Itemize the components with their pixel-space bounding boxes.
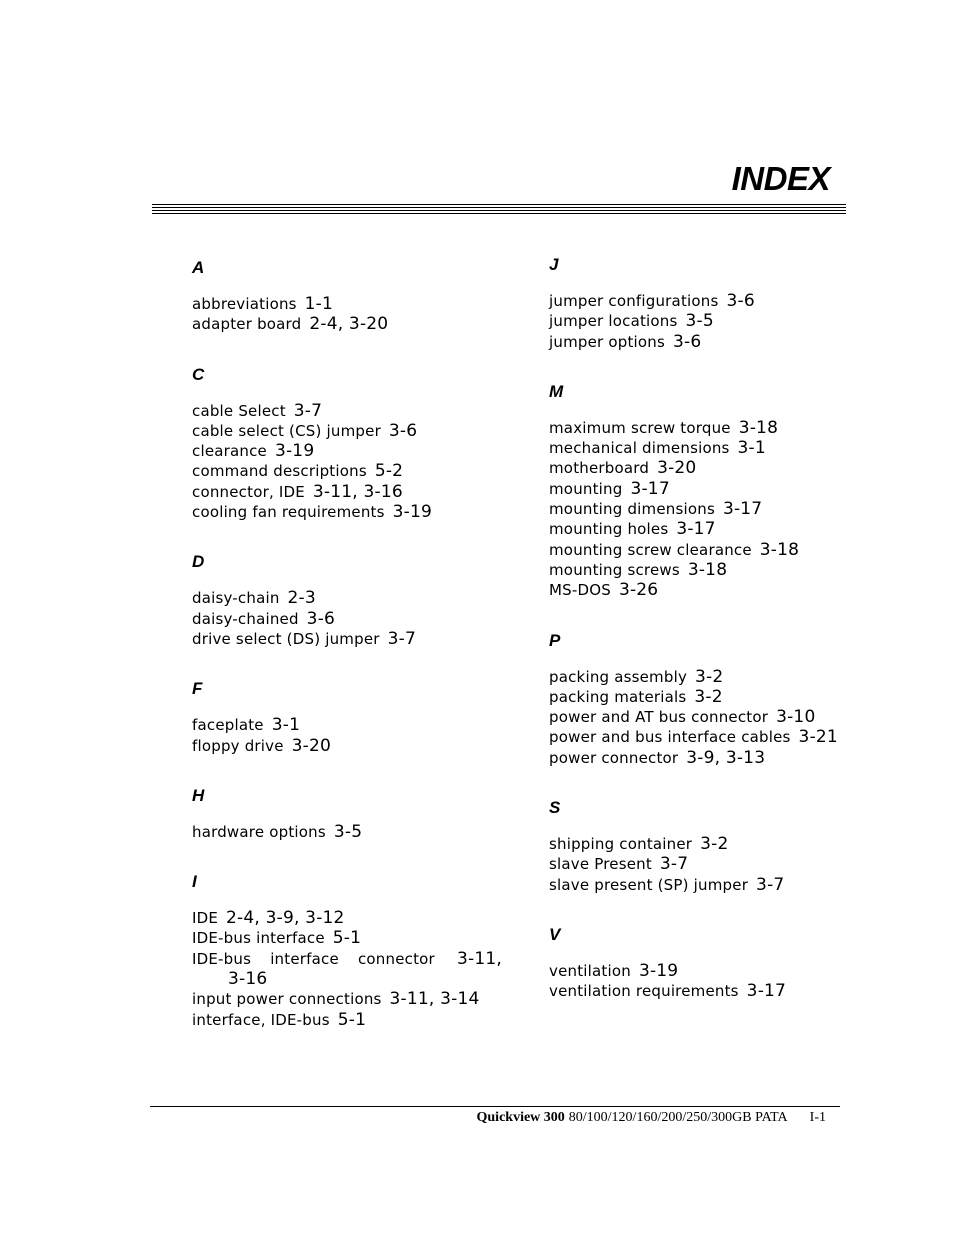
- section-letter: V: [549, 924, 561, 944]
- entry-term: motherboard: [549, 459, 650, 478]
- index-entry: [192, 1010, 502, 1030]
- section-letter: I: [192, 872, 197, 892]
- entry-term: ventilation requirements: [549, 982, 739, 1001]
- section-letter: H: [192, 785, 205, 805]
- footer-product: Quickview 300: [476, 1110, 565, 1125]
- section-letter: M: [549, 381, 564, 401]
- index-entry: [549, 479, 849, 499]
- entry-pages: 3-6: [306, 608, 336, 629]
- entry-term: command descriptions: [192, 462, 367, 481]
- entry-term: slave Present: [549, 855, 652, 874]
- entry-pages: 5-2: [374, 461, 404, 482]
- entry-pages: 3-18: [759, 539, 800, 560]
- entry-pages: 3-6: [673, 331, 702, 352]
- entry-term: jumper configurations: [549, 292, 719, 310]
- entry-term: mechanical dimensions: [549, 439, 730, 458]
- index-entry: [192, 609, 502, 629]
- index-entry: [549, 875, 849, 895]
- entry-pages: 3-11, 3-14: [389, 989, 480, 1010]
- entry-pages: 1-1: [304, 294, 334, 314]
- entry-pages: 3-7: [659, 854, 689, 875]
- entry-pages: 3-2: [695, 666, 724, 687]
- entry-pages: 3-11,: [457, 948, 503, 969]
- index-entry: [549, 748, 849, 768]
- entry-pages: 3-7: [293, 400, 323, 421]
- index-entry: [192, 715, 502, 735]
- index-section-h: [192, 786, 502, 842]
- entry-term: abbreviations: [192, 295, 297, 313]
- entry-pages: 3-7: [387, 628, 416, 649]
- entry-term: daisy-chain: [192, 589, 280, 608]
- section-letter: C: [192, 364, 205, 384]
- index-entry: [192, 822, 502, 842]
- index-entry: [192, 736, 502, 756]
- entry-term: MS-DOS: [549, 581, 611, 600]
- index-entry: [549, 438, 849, 458]
- entry-term: IDE: [192, 909, 219, 928]
- section-letter: F: [192, 679, 203, 699]
- index-entry: [549, 311, 849, 331]
- index-entry: [549, 707, 849, 727]
- entry-term: hardware options: [192, 822, 326, 841]
- entry-pages: 3-17: [630, 478, 670, 499]
- entry-pages: 5-1: [332, 928, 362, 949]
- footer-models: 80/100/120/160/200/250/300GB PATA: [568, 1110, 788, 1125]
- index-section-i: [192, 872, 502, 1030]
- index-section-c: [192, 365, 502, 523]
- index-entry: [549, 418, 849, 438]
- entry-pages: 3-6: [388, 420, 418, 441]
- index-entry: [549, 727, 849, 747]
- entry-pages: 3-5: [333, 821, 363, 842]
- footer-rule: [150, 1106, 840, 1107]
- entry-pages: 3-20: [657, 458, 697, 479]
- entry-term: ventilation: [549, 961, 631, 980]
- entry-pages: 3-26: [618, 580, 659, 601]
- index-entry: [192, 629, 502, 649]
- index-column-left: [192, 258, 502, 1060]
- entry-term: mounting screw clearance: [549, 540, 752, 559]
- index-entry: [549, 560, 849, 580]
- index-entry: [549, 332, 849, 352]
- index-entry: [549, 854, 849, 874]
- entry-pages: 3-2: [694, 686, 723, 707]
- section-letter: D: [192, 552, 205, 572]
- index-entry: [549, 687, 849, 707]
- entry-term: daisy-chained: [192, 609, 299, 628]
- entry-pages: 3-17: [746, 981, 787, 1002]
- entry-term: IDE-bus interface: [192, 929, 325, 948]
- index-entry: [549, 519, 849, 539]
- entry-term: faceplate: [192, 716, 264, 735]
- index-entry: [192, 401, 502, 421]
- entry-pages: 3-21: [798, 727, 838, 748]
- entry-term: mounting holes: [549, 520, 669, 539]
- index-section-s: [549, 798, 849, 895]
- entry-pages: 3-20: [291, 735, 332, 756]
- entry-term: power and bus interface cables: [549, 728, 791, 747]
- entry-pages: 3-16: [228, 969, 268, 990]
- index-section-m: [549, 382, 849, 601]
- page-title: INDEX: [731, 160, 830, 197]
- entry-term: connector, IDE: [192, 482, 305, 501]
- entry-term: slave present (SP) jumper: [549, 875, 749, 894]
- entry-pages: 3-6: [726, 291, 755, 311]
- entry-pages: 3-19: [638, 960, 679, 981]
- index-entry: [192, 908, 502, 928]
- entry-pages: 2-3: [287, 588, 316, 609]
- entry-pages: 2-4, 3-9, 3-12: [226, 908, 345, 929]
- entry-term: maximum screw torque: [549, 418, 731, 437]
- entry-pages: 3-11, 3-16: [312, 481, 403, 502]
- entry-pages: 3-18: [738, 417, 779, 438]
- entry-term: mounting screws: [549, 560, 680, 579]
- page-number: I-1: [809, 1110, 826, 1125]
- entry-pages: 3-1: [271, 715, 301, 736]
- index-entry: [192, 461, 502, 481]
- index-entry: [192, 588, 502, 608]
- entry-term: power and AT bus connector: [549, 708, 769, 727]
- entry-term: jumper options: [549, 332, 666, 351]
- index-entry: [192, 989, 502, 1009]
- index-section-v: [549, 925, 849, 1002]
- section-letter: P: [549, 630, 561, 650]
- entry-term: floppy drive: [192, 736, 284, 755]
- entry-pages: 3-18: [687, 559, 728, 580]
- index-entry: [549, 981, 849, 1001]
- page-footer: [477, 1110, 827, 1126]
- entry-pages: 3-2: [700, 834, 729, 855]
- index-section-f: [192, 679, 502, 756]
- index-entry: [192, 949, 502, 969]
- index-entry: [192, 294, 502, 314]
- entry-term: clearance: [192, 442, 267, 461]
- entry-pages: 3-9, 3-13: [686, 747, 766, 768]
- entry-pages: 5-1: [337, 1009, 367, 1030]
- entry-pages: 3-7: [756, 874, 785, 895]
- entry-pages: 3-17: [676, 519, 716, 540]
- section-letter: A: [192, 258, 205, 277]
- entry-term: input power connections: [192, 990, 382, 1009]
- entry-term: power connector: [549, 748, 679, 767]
- index-entry: [549, 961, 849, 981]
- index-entry: [192, 482, 502, 502]
- index-entry: [192, 928, 502, 948]
- index-section-p: [549, 631, 849, 768]
- entry-term: interface, IDE-bus: [192, 1010, 330, 1029]
- entry-term: mounting: [549, 479, 623, 498]
- index-entry: [549, 499, 849, 519]
- index-entry: [549, 580, 849, 600]
- entry-pages: 3-17: [722, 499, 763, 520]
- entry-term: cable select (CS) jumper: [192, 421, 381, 440]
- index-entry: [549, 834, 849, 854]
- entry-pages: 3-1: [737, 438, 766, 459]
- entry-term: mounting dimensions: [549, 500, 715, 519]
- index-section-j: [549, 255, 849, 352]
- index-entry-continuation: [192, 969, 502, 989]
- entry-term: cable Select: [192, 401, 286, 420]
- entry-term: packing assembly: [549, 667, 688, 686]
- index-entry: [192, 441, 502, 461]
- entry-pages: 3-19: [274, 441, 315, 462]
- index-section-d: [192, 552, 502, 649]
- index-entry: [192, 502, 502, 522]
- index-entry: [192, 421, 502, 441]
- section-letter: S: [549, 798, 561, 818]
- index-entry: [549, 540, 849, 560]
- entry-term: cooling fan requirements: [192, 503, 385, 522]
- entry-term: shipping container: [549, 835, 693, 854]
- entry-pages: 3-10: [776, 707, 816, 728]
- entry-pages: 3-5: [685, 311, 714, 332]
- index-entry: [549, 291, 849, 311]
- entry-term: IDE-bus interface connector: [192, 949, 435, 968]
- entry-term: drive select (DS) jumper: [192, 629, 380, 648]
- entry-pages: 3-19: [392, 502, 433, 523]
- index-column-right: [549, 255, 849, 1032]
- entry-term: jumper locations: [549, 312, 678, 331]
- entry-term: packing materials: [549, 687, 687, 706]
- index-section-a: [192, 258, 502, 335]
- entry-term: adapter board: [192, 315, 302, 334]
- section-letter: J: [549, 255, 559, 274]
- entry-pages: 2-4, 3-20: [309, 314, 389, 335]
- title-rule: [152, 204, 846, 216]
- index-entry: [549, 667, 849, 687]
- index-entry: [549, 458, 849, 478]
- index-entry: [192, 314, 502, 334]
